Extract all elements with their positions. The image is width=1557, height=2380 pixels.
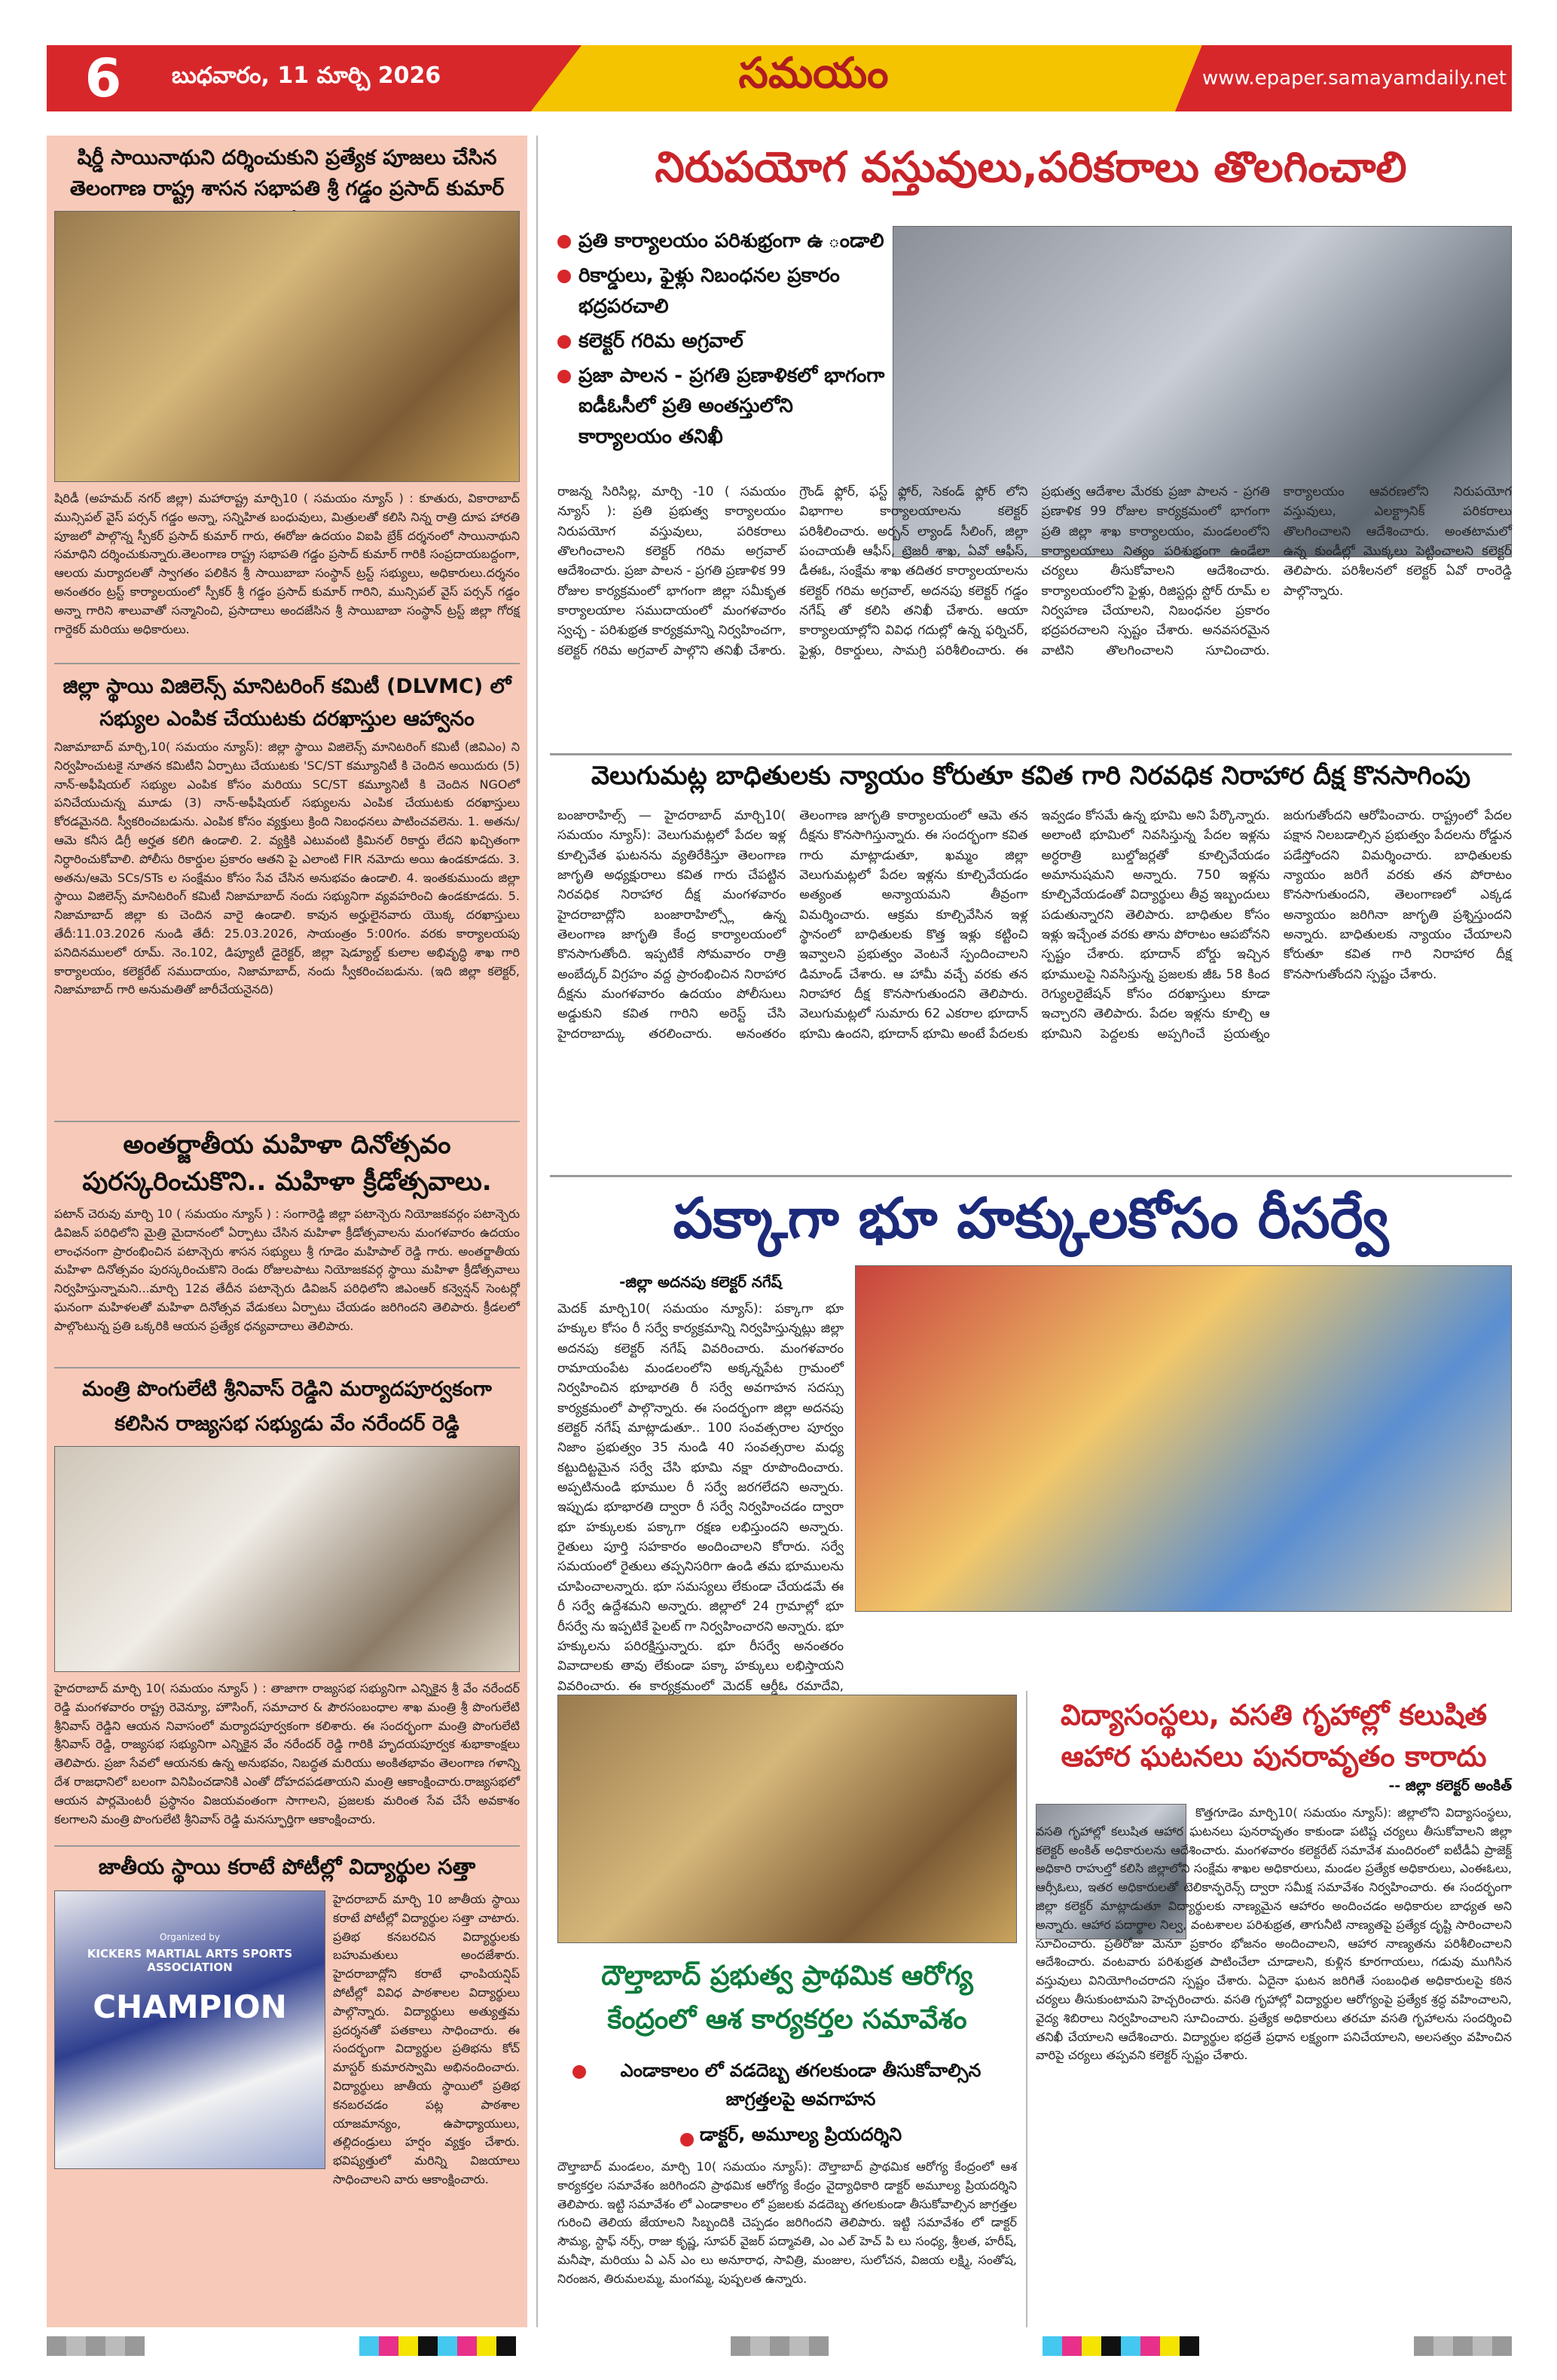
hostels-byline: -- జిల్లా కలెక్టర్ అంకిత్ (1388, 1777, 1512, 1794)
daulatabad-bullet (572, 2056, 1009, 2114)
color-bar (1043, 2336, 1199, 2356)
vigilance-headline: జిల్లా స్థాయి విజిలెన్స్ మానిటరింగ్ కమిటీ (DLVMC) లో సభ్యుల ఎంపిక చేయుటకు దరఖాస్తుల ఆహ్వానం (63, 675, 511, 731)
lead-bullets (557, 226, 889, 456)
shirdi-body: షిరిడీ (అహమద్ నగర్ జిల్లా) మహారాష్ట్ర మార్చి10 ( సమయం న్యూస్ ) : కూతురు, వికారాబాద్ మున్సిపల్ వైస్ పర్సన్ గడ్డం అన్నా, సన్నిహిత బంధువులు, మిత్రులతో కలిసి నిన్న రాత్రి దూప హారతి పూజలో పాల్గొన్న స్పీకర్ ప్రసాద్ కుమార్ గారు, ఈరోజు ఉదయం విఐపి బ్రేక్ దర్శనంలో సాయినాథుని సమాధిని దర్శించుకున్నారు.తెలంగాణ రాష్ట్ర సభాపతి గడ్డం ప్రసాద్ కుమార్ గారికి సంప్రదాయబద్దంగా, ఆలయ మర్యాదలతో స్వాగతం పలికిన శ్రీ సాయిబాబా సంస్థాన్ ట్రస్ట్ సభ్యులు, అధికారులు.దర్శనం అనంతరం ట్రస్ట్ కార్యాలయంలో స్పీకర్ శ్రీ గడ్డం ప్రసాద్ కుమార్ గారిని, మున్సిపల్ వైస్ పర్సన్ గడ్డం అన్నా గారిని శాలువాతో సన్మానించి, ప్రసాదాలు అందజేసిన శ్రీ సాయిబాబా సంస్థాన్ ట్రస్ట్ జిల్లా గోరక్ష గార్డెకర్ మరియు అధికారులు. (54, 491, 520, 636)
issue-date: బుధవారం, 11 మార్చి 2026 (172, 63, 441, 89)
lead-headline: నిరుపయోగ వస్తువులు,పరికరాలు తొలగించాలి (655, 143, 1407, 192)
printer-register-marks (47, 2335, 1512, 2357)
shirdi-photo (54, 211, 520, 482)
lead-bullet (557, 326, 889, 356)
vigilance-body: నిజామాబాద్ మార్చి,10( సమయం న్యూస్): జిల్లా స్థాయి విజిలెన్స్ మానిటరింగ్ కమిటీ (జివిఎం) ని నిర్వహించుటకై నూతన కమిటీని ఏర్పాటు చేయుటకు 'SC/ST కమ్యూనిటీ కి చెందిన అయిదురు (5) నాన్-అఫీషియల్ సభ్యుల ఎంపిక కోసం మరియు SC/ST కమ్యూనిటీ కి చెందిన NGOలో పనిచేయుచున్న మూడు (3) నాన్-అఫీషియల్ సభ్యులను ఎంపిక చేయుటకు దరఖాస్తులు కోరడమైనది. స్వీకరించబడును. ఎంపిక కోసం వ్యక్తులు క్రింది నిబంధనలు పాటించవలెను. 1. అతను/ఆమె కనీస డిగ్రీ అర్హత కలిగి ఉండాలి. 2. వ్యక్తికి ఎటువంటి క్రిమినల్ రికార్డు లేదని ఖచ్చితంగా నిర్ధారించుకోవాలి. పోలీసు రికార్డుల ప్రకారం ఆతని పై ఎలాంటి FIR నమోదు అయి ఉండకూడదు. 3. అతను/ఆమె SCs/STs ల సంక్షేమం కోసం సేవ చేసిన అనుభవం ఉండాలి. 4. ఇంతకుముందు జిల్లా స్థాయి విజిలెన్స్ మానిటరింగ్ కమిటీ నిజామాబాద్ నందు సభ్యునిగా వ్యవహరించి ఉండకూడదు. 5. నిజామాబాద్ జిల్లా కు చెందిన వారై ఉండాలి. కావున అర్హులైనవారు యొక్క దరఖాస్తులు తేదీ:11.03.2026 నుండి తేదీ: 25.03.2026, సాయంత్రం 5:00గం. వరకు కార్యాలయపు పనిదినములలో రూమ్. నెం.102, డిప్యూటీ డైరెక్టర్, జిల్లా షెడ్యూల్డ్ కులాల అభివృద్ధి శాఖ గారి కార్యాలయం, కలెక్టరేట్ సముదాయం, నిజామాబాద్, నందు స్వీకరించబడును. (ఇది జిల్లా కలెక్టర్, నిజామాబాద్ గారి అనుమతితో జారీచేయనైనది) (54, 740, 520, 997)
epaper-url[interactable]: www.epaper.samayamdaily.net (1201, 67, 1507, 90)
page-number: 6 (84, 47, 122, 109)
resurvey-headline: పక్కాగా భూ హక్కులకోసం రీసర్వే (673, 1186, 1389, 1251)
karate-body: హైదరాబాద్ మార్చి 10 జాతీయ స్థాయి కరాటే పోటీల్లో విద్యార్థుల సత్తా చాటారు. ప్రతిభ కనబరచిన విద్యార్థులకు బహుమతులు అందజేశారు. హైదరాబాద్లోని కరాటే ఛాంపియన్షిప్ పోటీల్లో వివిధ పాఠశాలల విద్యార్థులు పాల్గొన్నారు. విద్యార్థులు అత్యుత్తమ ప్రదర్శనతో పతకాలు సాధించారు. ఈ సందర్భంగా విద్యార్థుల ప్రతిభను కోచ్ మాస్టర్ కుమారస్వామి అభినందించారు. విద్యార్థులు జాతీయ స్థాయిలో ప్రతిభ కనబరచడం పట్ల పాఠశాల యాజమాన్యం, ఉపాధ్యాయులు, తల్లిదండ్రులు హర్షం వ్యక్తం చేశారు. భవిష్యత్తులో మరిన్ని విజయాలు సాధించాలని వారు ఆకాంక్షించారు. (333, 1892, 520, 2186)
rule (550, 1175, 1512, 1177)
womens-day-headline: అంతర్జాతీయ మహిళా దినోత్సవం పురస్కరించుకొని.. మహిళా క్రీడోత్సవాలు. (82, 1130, 492, 1198)
bullet-dot-icon (572, 2065, 586, 2079)
lead-bullet-text: రికార్డులు, ఫైళ్లు నిబంధనల ప్రకారం భద్రపరచాలి (579, 264, 840, 318)
ponguleti-body: హైదరాబాద్ మార్చి 10( సమయం న్యూస్ ) : తాజాగా రాజ్యసభ సభ్యునిగా ఎన్నికైన శ్రీ వేం నరేందర్ రెడ్డి మంగళవారం రాష్ట్ర రెవెన్యూ, హౌసింగ్, సమాచార & పౌరసంబంధాల శాఖ మంత్రి శ్రీ పొంగులేటి శ్రీనివాస్ రెడ్డిని ఆయన నివాసంలో మర్యాదపూర్వకంగా కలిశారు. ఈ సందర్భంగా మంత్రి పొంగులేటి శ్రీనివాస్ రెడ్డి, రాజ్యసభ సభ్యునిగా ఎన్నికైన వేం నరేందర్ రెడ్డి గారికి హృదయపూర్వక శుభాకాంక్షలు తెలిపారు. ప్రజా సేవలో ఆయనకు ఉన్న అనుభవం, నిబద్ధత మరియు అంకితభావం తెలంగాణ గళాన్ని దేశ రాజధానిలో బలంగా వినిపించడానికి ఎంతో దోహదపడతాయని మంత్రి ఆకాంక్షించారు.రాజ్యసభలో ఆయన పార్లమెంటరీ ప్రస్థానం విజయవంతంగా సాగాలని, ప్రజలకు మరింత సేవ చేసే అవకాశం కలగాలని మంత్రి పొంగులేటి శ్రీనివాస్ రెడ్డి మనస్ఫూర్తిగా ఆకాంక్షించారు. (54, 1681, 520, 1826)
rule (54, 1121, 520, 1122)
ponguleti-photo (54, 1446, 520, 1672)
lead-bullet (557, 261, 889, 322)
bullet-dot-icon (557, 270, 571, 283)
resurvey-body: మెదక్ మార్చి10( సమయం న్యూస్): పక్కాగా భూ హక్కుల కోసం రీ సర్వే కార్యక్రమాన్ని నిర్వహిస్తున్నట్లు జిల్లా అదనపు కలెక్టర్ నగేష్ వివరించారు. మంగళవారం రామాయంపేట మండలంలోని అక్కన్నపేట గ్రామంలో నిర్వహించిన భూభారతి రీ సర్వే అవగాహన సదస్సు కార్యక్రమంలో పాల్గొన్నారు. ఈ సందర్భంగా జిల్లా అదనపు కలెక్టర్ నగేష్ మాట్లాడుతూ.. 100 సంవత్సరాల పూర్వం నిజాం ప్రభుత్వం 35 నుండి 40 సంవత్సరాల మధ్య కట్టుదిట్టమైన సర్వే చేసి భూమి నక్షా రూపొందించారు. అప్పటినుండి భూముల రీ సర్వే జరగలేదని అన్నారు. ఇప్పుడు భూభారతి ద్వారా రీ సర్వే నిర్వహించడం ద్వారా భూ హక్కులకు పక్కాగా రక్షణ లభిస్తుందని అన్నారు. రైతులు పూర్తి సహకారం అందించాలని కోరారు. సర్వే సమయంలో రైతులు తప్పనిసరిగా ఉండి తమ భూములను చూపించాలన్నారు. భూ సమస్యలు లేకుండా చేయడమే ఈ రీ సర్వే ఉద్దేశమని అన్నారు. జిల్లాలో 24 గ్రామాల్లో భూ రీసర్వే ను ఇప్పటికే పైలట్ గా నిర్వహించారని అన్నారు. భూ హక్కులను పరిరక్షిస్తున్నారు. భూ రీసర్వే అనంతరం వివాదాలకు తావు లేకుండా పక్కా హక్కులు లభిస్తాయని వివరించారు. ఈ కార్యక్రమంలో మెదక్ ఆర్డీఓ రమాదేవి, (557, 1301, 844, 1694)
karate-photo-champion: CHAMPION (93, 1988, 287, 2025)
womens-day-body: పటాన్ చెరువు మార్చి 10 ( సమయం న్యూస్ ) : సంగారెడ్డి జిల్లా పటాన్చెరు నియోజకవర్గం పటాన్చెరు డివిజన్ పరిధిలోని మైత్రి మైదానంలో ఏర్పాటు చేసిన మహిళా క్రీడోత్సవాలను మంగళవారం ఉదయం లాంఛనంగా ప్రారంభించిన పటాన్చెరు శాసన సభ్యులు శ్రీ గూడెం మహిపాల్ రెడ్డి గారు. అంతర్జాతీయ మహిళా దినోత్సవం పురస్కరించుకొని రెండు రోజులపాటు నియోజకవర్గ స్థాయి మహిళా క్రీడోత్సవాలు నిర్వహిస్తున్నామని...మార్చి 12వ తేదీన పటాన్చెరు డివిజన్ పరిధిలోని జిఎంఆర్ కన్వెన్షన్ సెంటర్లో ఘనంగా మహిళలతో మహిళా దినోత్సవ వేడుకలు ఏర్పాటు చేయడం జరిగిందని తెలిపారు. క్రీడలలో పాల్గొంటున్న ప్రతి ఒక్కరికి ఆయన ప్రత్యేక ధన్యవాదాలు తెలిపారు. (54, 1207, 520, 1333)
lead-bullet-text: కలెక్టర్ గరిమ అగ్రవాల్ (579, 329, 743, 352)
column-divider (1026, 1691, 1027, 2327)
daulatabad-bullet-text: ఎండాకాలం లో వడదెబ్బ తగలకుండా తీసుకోవాల్సిన జాగ్రత్తలపై అవగాహన (620, 2060, 982, 2110)
ponguleti-headline: మంత్రి పొంగులేటి శ్రీనివాస్ రెడ్డిని మర్యాదపూర్వకంగా కలిసిన రాజ్యసభ సభ్యుడు వేం నరేందర్ రెడ్డి (82, 1378, 492, 1436)
register-bar-left (47, 2336, 145, 2356)
color-bar (359, 2336, 516, 2356)
bullet-dot-icon (680, 2133, 694, 2147)
shirdi-headline: షిర్డీ సాయినాథుని దర్శించుకుని ప్రత్యేక పూజలు చేసిన తెలంగాణ రాష్ట్ర శాసన సభాపతి శ్రీ గడ్డం ప్రసాద్ కుమార్ (69, 146, 505, 200)
karate-headline: జాతీయ స్థాయి కరాటే పోటీల్లో విద్యార్థుల సత్తా (98, 1854, 476, 1879)
daulatabad-photo (557, 1695, 1017, 1943)
column-divider (536, 136, 538, 2327)
lead-bullet-text: ప్రజా పాలన - ప్రగతి ప్రణాళికలో భాగంగా ఐడీఓసీలో ప్రతి అంతస్తులోని కార్యాలయం తనిఖీ (579, 365, 885, 448)
kavitha-body: బంజారాహిల్స్ — హైదరాబాద్ మార్చి10( సమయం న్యూస్): వెలుగుమట్లలో పేదల ఇళ్ల కూల్చివేత ఘటనను వ్యతిరేకిస్తూ తెలంగాణ జాగృతి అధ్యక్షురాలు కవిత గారు చేపట్టిన నిరవధిక నిరాహార దీక్ష మంగళవారం హైదరాబాద్లోని బంజారాహిల్స్లో ఉన్న తెలంగాణ జాగృతి కేంద్ర కార్యాలయంలో కొనసాగుతోంది. ఇప్పటికే సోమవారం రాత్రి అంబేద్కర్ విగ్రహం వద్ద ప్రారంభించిన నిరాహార దీక్షను మంగళవారం ఉదయం పోలీసులు అడ్డుకుని కవిత గారిని అరెస్ట్ చేసి హైదరాబాద్కు తరలించారు. అనంతరం తెలంగాణ జాగృతి కార్యాలయంలో ఆమె తన దీక్షను కొనసాగిస్తున్నారు. ఈ సందర్భంగా కవిత గారు మాట్లాడుతూ, ఖమ్మం జిల్లా వెలుగుమట్లలో పేదల ఇళ్లను కూల్చివేయడం అత్యంత అన్యాయమని తీవ్రంగా విమర్శించారు. ఆక్రమ కూల్చివేసిన ఇళ్ల స్థానంలో బాధితులకు కొత్త ఇళ్లు కట్టించి ఇవ్వాలని ప్రభుత్వం వెంటనే స్పందించాలని డిమాండ్ చేశారు. ఆ హామీ వచ్చే వరకు తన నిరాహార దీక్ష కొనసాగుతుందని తెలిపారు. వెలుగుమట్లలో సుమారు 62 ఎకరాల భూదాన్ భూమి ఉందని, భూదాన్ భూమి అంటే పేదలకు ఇవ్వడం కోసమే ఉన్న భూమి అని పేర్కొన్నారు. అలాంటి భూమిలో నివసిస్తున్న పేదల ఇళ్లను అర్ధరాత్రి బుల్డోజర్లతో కూల్చివేయడం అమానుషమని అన్నారు. 750 ఇళ్లను కూల్చివేయడంతో విద్యార్థులు తీవ్ర ఇబ్బందులు పడుతున్నారని తెలిపారు. బాధితుల కోసం ఇళ్లు ఇచ్చేంత వరకు తాను పోరాటం ఆపబోనని స్పష్టం చేశారు. భూదాన్ బోర్డు ఇచ్చిన భూములపై నివసిస్తున్న ప్రజలకు జీఓ 58 కింద రెగ్యులరైజేషన్ కోసం దరఖాస్తులు కూడా ఇచ్చారని తెలిపారు. పేదల ఇళ్లను కూల్చి ఆ భూమిని పెద్దలకు అప్పగించే ప్రయత్నం జరుగుతోందని ఆరోపించారు. రాష్ట్రంలో పేదల పక్షాన నిలబడాల్సిన ప్రభుత్వం పేదలను రోడ్డున పడేస్తోందని విమర్శించారు. బాధితులకు న్యాయం జరిగే వరకు తన పోరాటం కొనసాగుతుందని, తెలంగాణలో ఎక్కడ అన్యాయం జరిగినా జాగృతి ప్రశ్నిస్తుందని అన్నారు. బాధితులకు న్యాయం చేయాలని కోరుతూ కవిత గారి నిరాహార దీక్ష కొనసాగుతోందని స్పష్టం చేశారు. (557, 808, 1512, 1042)
register-bar-right (1414, 2336, 1512, 2356)
lead-bullet-text: ప్రతి కార్యాలయం పరిశుభ్రంగా ఉ ండాలి (579, 230, 884, 252)
lead-bullet (557, 226, 889, 256)
rule (54, 663, 520, 664)
lead-bullet (557, 361, 889, 452)
rule (550, 753, 1512, 755)
bullet-dot-icon (557, 235, 571, 249)
bullet-dot-icon (557, 335, 571, 349)
daulatabad-body: దౌల్తాబాద్ మండలం, మార్చి 10( సమయం న్యూస్): దౌల్తాబాద్ ప్రాథమిక ఆరోగ్య కేంద్రంలో ఆశ కార్యకర్తల సమావేశం జరిగిందని ప్రాథమిక ఆరోగ్య కేంద్రం వైద్యాధికారి డాక్టర్ అమూల్య ప్రియదర్శిని తెలిపారు. ఇట్టి సమావేశం లో ఎండాకాలం లో ప్రజలకు వడదెబ్బ తగలకుండా తీసుకోవాల్సిన జాగ్రత్తల గురించి తెలియ జేయాలని సిబ్బందికి చెప్పడం జరిగిందని తెలిపారు. ఇట్టి సమావేశం లో డాక్టర్ సౌమ్య, స్టాఫ్ నర్స్, రాజు కృష్ణ, సూపర్ వైజర్ పద్మావతి, ఎం ఎల్ హెచ్ పి లు సంధ్య, శ్రీలత, హరీష్, మనీషా, మరియు ఏ ఎన్ ఎం లు అనూరాధ, సావిత్రి, మంజుల, సులోచన, విజయ లక్ష్మి, సంతోష, నిరంజన, తిరుమలమ్మ, మంగమ్మ, పుష్పలత ఉన్నారు. (557, 2159, 1017, 2286)
daulatabad-headline: దౌల్తాబాద్ ప్రభుత్వ ప్రాథమిక ఆరోగ్య కేంద్రంలో ఆశ కార్యకర్తల సమావేశం (601, 1960, 973, 2035)
register-bar-mid (731, 2336, 829, 2356)
karate-photo-small-caption: Organized by (160, 1932, 220, 1942)
hostels-body: కొత్తగూడెం మార్చి10( సమయం న్యూస్): జిల్లాలోని విద్యాసంస్థలు, వసతి గృహాల్లో కలుషిత ఆహార ఘటనలు పునరావృతం కాకుండా పటిష్ట చర్యలు తీసుకోవాలని జిల్లా కలెక్టర్ అంకిత్ అధికారులను ఆదేశించారు. మంగళవారం కలెక్టరేట్ సమావేశ మందిరంలో ఐటీడీఏ ప్రాజెక్ట్ అధికారి రాహుల్తో కలిసి జిల్లాలోని సంక్షేమ శాఖల అధికారులు, మండల ప్రత్యేక అధికారులు, ఎంఈఓలు, ఆర్సీఓలు, ఇతర అధికారులతో టెలికాన్ఫరెన్స్ ద్వారా సమీక్ష సమావేశం నిర్వహించారు. ఈ సందర్భంగా జిల్లా కలెక్టర్ మాట్లాడుతూ విద్యార్థులకు నాణ్యమైన ఆహారం అందించడం అధికారుల బాధ్యత అని అన్నారు. ఆహార పదార్థాల నిల్వ, వంటశాలల పరిశుభ్రత, తాగునీటి నాణ్యతపై ప్రత్యేక దృష్టి సారించాలని సూచించారు. ప్రతిరోజు మెనూ ప్రకారం భోజనం అందించాలని, ఆహార నాణ్యతను పరిశీలించాలని ఆదేశించారు. వంటవారు పరిశుభ్రత పాటించేలా చూడాలని, కుళ్లిన కూరగాయలు, గడువు ముగిసిన వస్తువులు వినియోగించరాదని స్పష్టం చేశారు. ఏదైనా ఘటన జరిగితే సంబంధిత అధికారులపై కఠిన చర్యలు తీసుకుంటామని హెచ్చరించారు. వసతి గృహాల్లో విద్యార్థుల ఆరోగ్యంపై ప్రత్యేక శ్రద్ధ వహించాలని, వైద్య శిబిరాలు నిర్వహించాలని సూచించారు. ప్రత్యేక అధికారులు తరచూ వసతి గృహాలను సందర్శించి తనిఖీ చేయాలని ఆదేశించారు. విద్యార్థుల భద్రతే ప్రధాన లక్ష్యంగా పనిచేయాలని, అలసత్వం వహించిన వారిపై చర్యలు తప్పవని కలెక్టర్ స్పష్టం చేశారు. (1036, 1805, 1512, 2063)
daulatabad-bullet (572, 2124, 1009, 2150)
newspaper-brand: సమయం (738, 48, 889, 98)
rule (54, 1367, 520, 1368)
rule (54, 1845, 520, 1847)
resurvey-byline: -జిల్లా అదనపు కలెక్టర్ నగేష్ (619, 1273, 782, 1291)
hostels-headline: విద్యాసంస్థలు, వసతి గృహాల్లో కలుషిత ఆహార ఘటనలు పునరావృతం కారాదు (1060, 1698, 1488, 1774)
resurvey-photo (855, 1265, 1512, 1612)
lead-body: రాజన్న సిరిసిల్ల, మార్చి -10 ( సమయం న్యూస్ ): ప్రతి ప్రభుత్వ కార్యాలయం నిరుపయోగ వస్తువులు, పరికరాలు తొలగించాలని కలెక్టర్ గరిమ అగ్రవాల్ ఆదేశించారు. ప్రజా పాలన - ప్రగతి ప్రణాళిక 99 రోజుల కార్యక్రమంలో భాగంగా జిల్లా సమీకృత కార్యాలయాల సముదాయంలో మంగళవారం స్వచ్ఛ - పరిశుభ్రత కార్యక్రమాన్ని నిర్వహించగా, కలెక్టర్ గరిమ అగ్రవాల్ పాల్గొని తనిఖీ చేశారు. గ్రౌండ్ ఫ్లోర్, ఫస్ట్ ఫ్లోర్, సెకండ్ ఫ్లోర్ లోని విభాగాల కార్యాలయాలను కలెక్టర్ పరిశీలించారు. అర్బన్ ల్యాండ్ సీలింగ్, జిల్లా పంచాయతీ ఆఫీస్, ట్రెజరీ శాఖ, ఏవో ఆఫీస్, డీఈఓ, సంక్షేమ శాఖ తదితర కార్యాలయాలను కలెక్టర్ గరిమ అగ్రవాల్, అదనపు కలెక్టర్ గడ్డం నగేష్ తో కలిసి తనిఖీ చేశారు. ఆయా కార్యాలయాల్లోని వివిధ గదుల్లో ఉన్న ఫర్నిచర్, ఫైళ్లు, రికార్డులు, సామగ్రి పరిశీలించారు. ఈ ప్రభుత్వ ఆదేశాల మేరకు ప్రజా పాలన - ప్రగతి ప్రణాళిక 99 రోజుల కార్యక్రమంలో భాగంగా ప్రతి జిల్లా శాఖ కార్యాలయం, మండలంలోని కార్యాలయాలు నిత్యం పరిశుభ్రంగా ఉండేలా చర్యలు తీసుకోవాలని ఆదేశించారు. కార్యాలయంలోని ఫైళ్లు, రిజిస్టర్లు స్టోర్ రూమ్ ల నిర్వహణ చేయాలని, నిబంధనల ప్రకారం భద్రపరచాలని స్పష్టం చేశారు. అనవసరమైన వాటిని తొలగించాలని సూచించారు. కార్యాలయం ఆవరణలోని నిరుపయోగ వస్తువులు, ఎలక్ట్రానిక్ పరికరాలు తొలగించాలని ఆదేశించారు. అంతటామలో ఉన్న కుండీల్లో మొక్కలు పెట్టించాలని కలెక్టర్ తెలిపారు. పరిశీలనలో కలెక్టర్ ఏవో రాంరెడ్డి పాల్గొన్నారు. (557, 484, 1512, 658)
karate-photo-title: KICKERS MARTIAL ARTS SPORTS ASSOCIATION (87, 1947, 293, 1974)
bullet-dot-icon (557, 370, 571, 383)
daulatabad-bullet-text: డాక్టర్, అమూల్య ప్రియదర్శిని (699, 2124, 902, 2145)
kavitha-headline: వెలుగుమట్ల బాధితులకు న్యాయం కోరుతూ కవిత గారి నిరవధిక నిరాహార దీక్ష కొనసాగింపు (591, 761, 1471, 791)
